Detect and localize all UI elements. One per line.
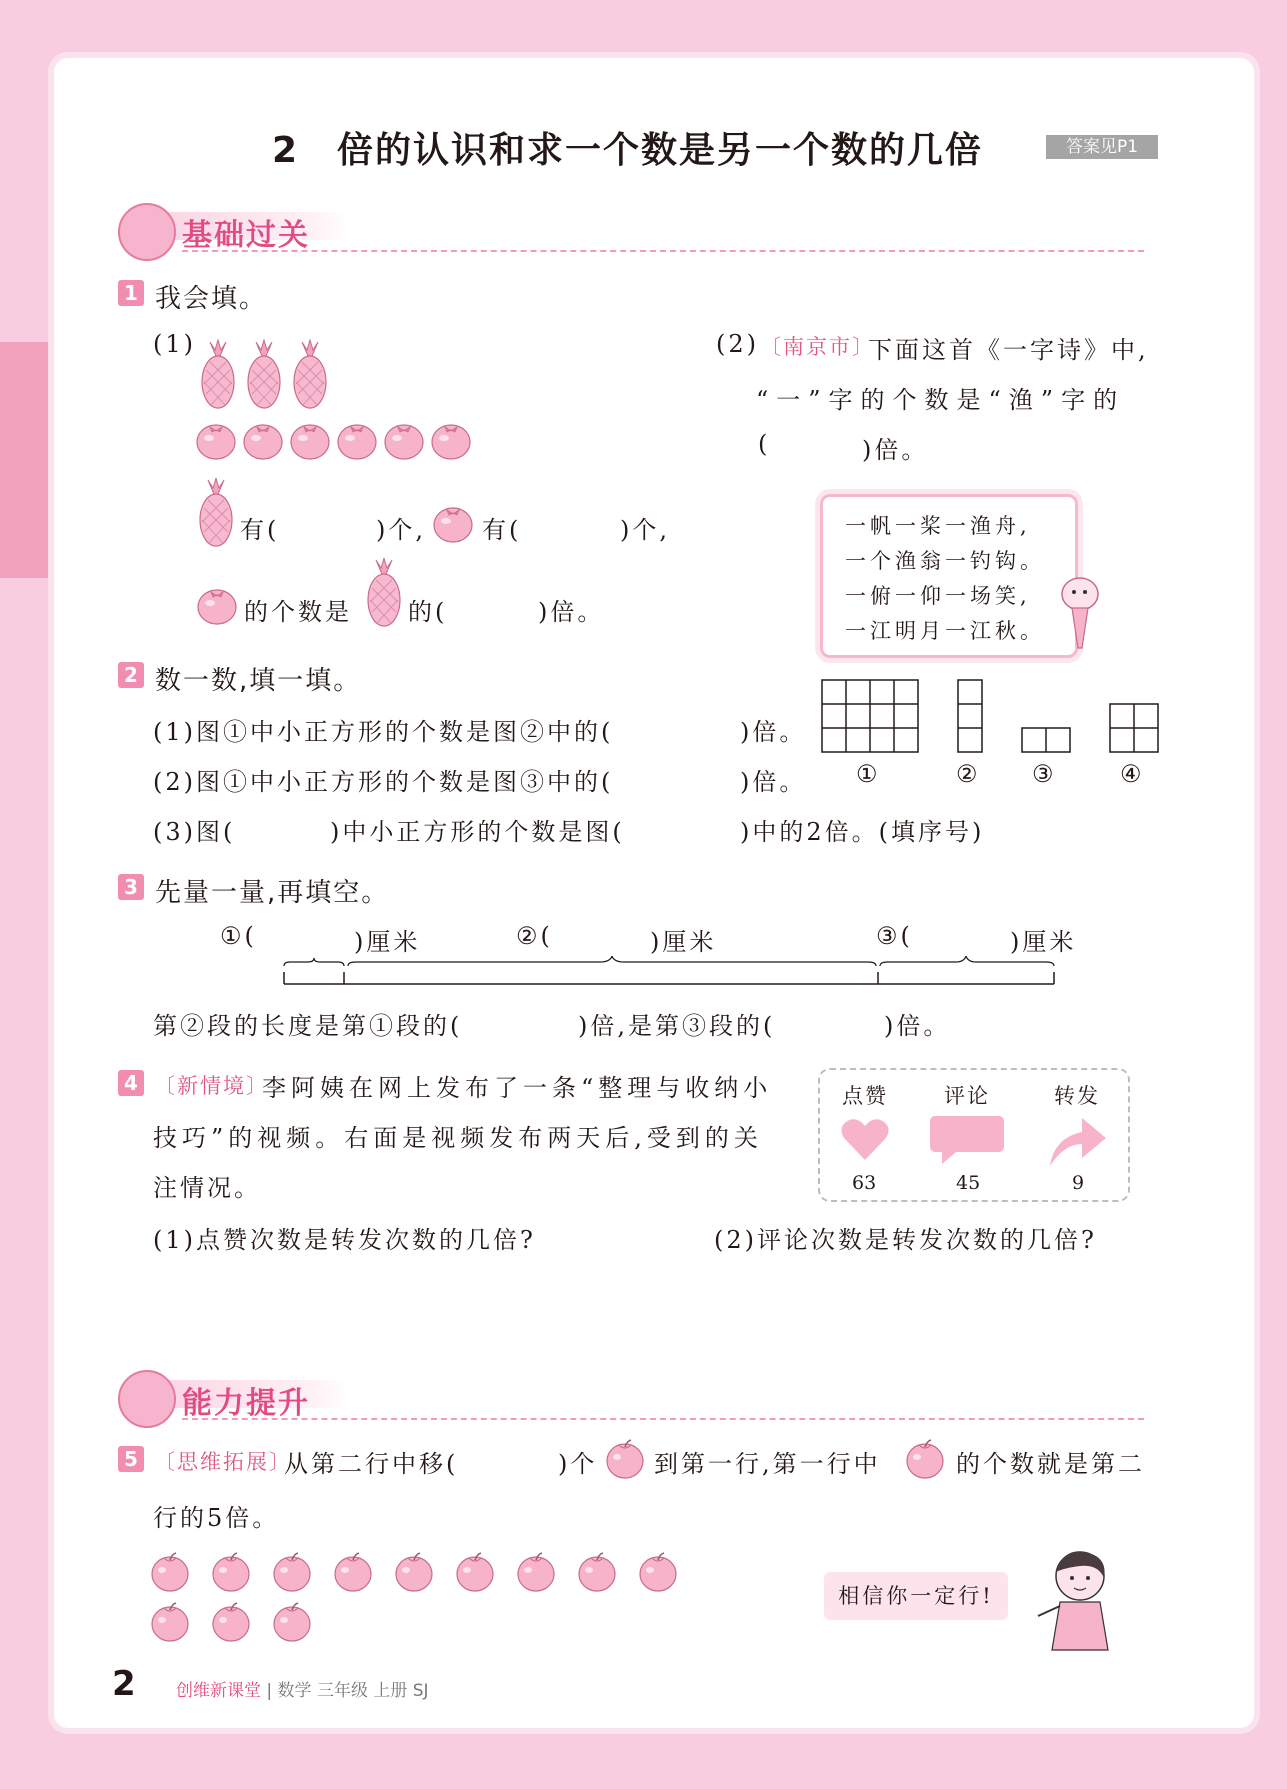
thinking-tag: 〔思维拓展〕	[154, 1450, 292, 1474]
q1-part2-line1: 下面这首《一字诗》中,	[868, 336, 1149, 364]
figure-label: ③	[1032, 760, 1057, 788]
share-label: 转发	[1054, 1084, 1100, 1108]
apple-row-2	[152, 1603, 310, 1641]
square-figures	[820, 678, 1170, 754]
poem-line: 一个渔翁一钓钩。	[845, 549, 1045, 573]
q3-seg3-b: )厘米	[1010, 928, 1077, 956]
question-number: 3	[118, 874, 144, 900]
apple-icon	[152, 1603, 188, 1641]
section-divider	[182, 250, 1144, 252]
comment-label: 评论	[944, 1084, 990, 1108]
tomato-icon	[197, 425, 235, 459]
q3-seg3-a: ③(	[876, 922, 913, 950]
mascot-icon	[118, 1370, 176, 1428]
q5-text-d: 的个数就是第二	[956, 1450, 1145, 1478]
pineapple-icon	[196, 478, 236, 548]
q3-line-b: )倍,是第③段的(	[578, 1012, 776, 1040]
apple-icon	[213, 1603, 249, 1641]
brace-3	[880, 956, 1054, 966]
apple-icon	[396, 1553, 432, 1591]
video-stats-card	[818, 1068, 1130, 1202]
section-title-basic: 基础过关	[182, 218, 310, 253]
figure-label: ①	[856, 760, 881, 788]
figure-label: ②	[956, 760, 981, 788]
q3-line-a: 第②段的长度是第①段的(	[153, 1012, 463, 1040]
brace-1	[284, 958, 344, 966]
q2-line2-a: (2)图①中小正方形的个数是图③中的(	[153, 768, 614, 796]
page-number: 2	[112, 1664, 136, 1704]
figure-2	[958, 680, 982, 752]
figure-1	[822, 680, 918, 752]
footer-series: 创维新课堂 | 数学 三年级 上册 SJ	[176, 1681, 429, 1701]
apple-icon	[335, 1553, 371, 1591]
share-icon	[1046, 1114, 1110, 1168]
q3-line-c: )倍。	[884, 1012, 951, 1040]
q2-line3-b: )中小正方形的个数是图(	[330, 818, 625, 846]
q1-line-b-1: 的个数是	[244, 598, 352, 626]
page-title: 2 倍的认识和求一个数是另一个数的几倍	[272, 130, 984, 171]
region-tag: 〔南京市〕	[760, 335, 875, 359]
apple-icon	[274, 1553, 310, 1591]
question-number: 5	[118, 1446, 144, 1472]
q2-line1-a: (1)图①中小正方形的个数是图②中的(	[153, 718, 614, 746]
pineapple-icon	[202, 340, 234, 408]
q2-line2-b: )倍。	[740, 768, 807, 796]
tomato-icon	[385, 425, 423, 459]
apple-icon	[579, 1553, 615, 1591]
q1-line-a-2: )个,	[376, 516, 426, 544]
girl-icon	[1024, 1544, 1134, 1654]
q4-sub-1: (1)点赞次数是转发次数的几倍?	[153, 1226, 536, 1254]
q1-part2-line3-b: )倍。	[862, 436, 929, 464]
q1-line-b-2: 的(	[408, 598, 448, 626]
q5-text-b: )个	[558, 1450, 598, 1478]
figure-label: ④	[1120, 760, 1145, 788]
encouragement-bubble: 相信你一定行!	[824, 1572, 1008, 1620]
pineapple-icon	[248, 340, 280, 408]
like-count: 63	[852, 1172, 877, 1194]
q1-part1-label: (1)	[153, 330, 196, 358]
q4-sub-2: (2)评论次数是转发次数的几倍?	[714, 1226, 1097, 1254]
apple-row-1	[152, 1553, 676, 1591]
q3-seg2-a: ②(	[516, 922, 553, 950]
question-heading: 我会填。	[155, 284, 268, 314]
tomato-group	[196, 420, 486, 464]
q3-seg1-b: )厘米	[354, 928, 421, 956]
scenario-tag: 〔新情境〕	[154, 1074, 269, 1098]
apple-icon	[213, 1553, 249, 1591]
tomato-icon	[196, 586, 238, 626]
section-divider	[182, 1418, 1144, 1420]
poem-line: 一江明月一江秋。	[845, 619, 1045, 643]
tomato-icon	[338, 425, 376, 459]
brace-2	[348, 956, 876, 966]
q4-text-3: 注情况。	[153, 1174, 261, 1202]
apple-icon	[604, 1438, 646, 1480]
question-number: 2	[118, 662, 144, 688]
apple-icon	[457, 1553, 493, 1591]
footer-brand: 创维新课堂	[176, 1681, 261, 1701]
q4-text-1: 李阿姨在网上发布了一条“整理与收纳小	[262, 1074, 773, 1102]
apple-icon	[904, 1438, 946, 1480]
mascot-icon	[118, 203, 176, 261]
poem-line: 一帆一桨一渔舟,	[845, 514, 1031, 538]
apple-icon	[640, 1553, 676, 1591]
q2-line3-c: )中的2倍。(填序号)	[740, 818, 985, 846]
question-number: 1	[118, 280, 144, 306]
q1-part2-label: (2)	[716, 330, 759, 358]
heart-icon	[840, 1116, 890, 1162]
answer-reference-badge: 答案见P1	[1046, 135, 1158, 159]
section-title-advanced: 能力提升	[182, 1386, 310, 1421]
q2-line3-a: (3)图(	[153, 818, 236, 846]
footer-info: 数学 三年级 上册 SJ	[277, 1681, 429, 1701]
q1-line-a-4: )个,	[620, 516, 670, 544]
tomato-icon	[432, 504, 474, 544]
q1-line-a-1: 有(	[240, 516, 280, 544]
q5-text-c: 到第一行,第一行中	[654, 1450, 881, 1478]
q5-text-e: 行的5倍。	[153, 1504, 280, 1532]
figure-3	[1022, 728, 1070, 752]
question-heading: 数一数,填一填。	[155, 666, 362, 696]
pineapple-icon	[364, 558, 404, 628]
comment-icon	[928, 1114, 1008, 1166]
comment-count: 45	[956, 1172, 981, 1194]
tomato-icon	[432, 425, 470, 459]
apple-icon	[152, 1553, 188, 1591]
pineapple-icon	[294, 340, 326, 408]
figure-4	[1110, 704, 1158, 752]
measured-segments	[280, 956, 1060, 988]
q1-line-b-3: )倍。	[538, 598, 605, 626]
apple-icon	[274, 1603, 310, 1641]
question-heading: 先量一量,再填空。	[155, 878, 390, 908]
apple-rows	[148, 1548, 688, 1648]
q1-part2-line3-a: (	[758, 430, 771, 458]
tomato-icon	[291, 425, 329, 459]
q2-line1-b: )倍。	[740, 718, 807, 746]
like-label: 点赞	[842, 1084, 888, 1108]
apple-icon	[518, 1553, 554, 1591]
pencil-mascot-icon	[1052, 570, 1104, 654]
tomato-icon	[244, 425, 282, 459]
pineapple-group	[196, 336, 336, 412]
question-number: 4	[118, 1070, 144, 1096]
q3-seg2-b: )厘米	[650, 928, 717, 956]
q1-part2-line2: “一”字的个数是“渔”字的	[756, 386, 1126, 414]
q1-line-a-3: 有(	[482, 516, 522, 544]
q3-seg1-a: ①(	[220, 922, 257, 950]
q5-text-a: 从第二行中移(	[284, 1450, 459, 1478]
q4-text-2: 技巧”的视频。右面是视频发布两天后,受到的关	[153, 1124, 763, 1152]
poem-line: 一俯一仰一场笑,	[845, 584, 1031, 608]
share-count: 9	[1072, 1172, 1085, 1194]
poem-card	[820, 494, 1078, 658]
